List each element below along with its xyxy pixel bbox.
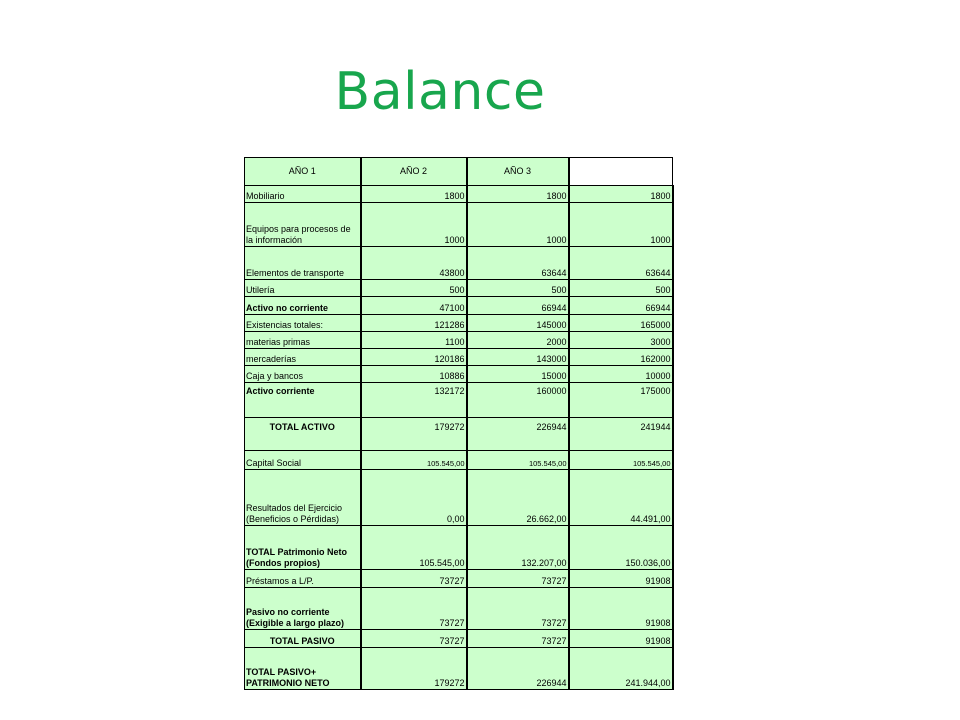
table-row (245, 315, 673, 332)
balance-table (244, 157, 674, 690)
year3-value: 44.491,00 (569, 470, 673, 526)
table-row (245, 247, 673, 280)
table-row (245, 349, 673, 366)
column-header: AÑO 3 (467, 158, 569, 186)
table-row (245, 588, 673, 630)
year1-value: 132172 (361, 383, 467, 418)
year3-value: 105.545,00 (569, 451, 673, 470)
table-row (245, 280, 673, 297)
year3-value: 91908 (569, 570, 673, 588)
column-header: AÑO 1 (245, 158, 361, 186)
year1-value: 10886 (361, 366, 467, 383)
table-row (245, 648, 673, 690)
year3-value: 162000 (569, 349, 673, 366)
year2-value: 1000 (467, 203, 569, 247)
row-label: Mobiliario (245, 186, 361, 203)
table-row (245, 630, 673, 648)
year1-value: 179272 (361, 418, 467, 451)
table-row (245, 570, 673, 588)
year2-value: 73727 (467, 588, 569, 630)
row-label: Elementos de transporte (245, 247, 361, 280)
year3-value: 3000 (569, 332, 673, 349)
year2-value: 26.662,00 (467, 470, 569, 526)
year1-value: 120186 (361, 349, 467, 366)
column-header: AÑO 2 (361, 158, 467, 186)
year1-value: 500 (361, 280, 467, 297)
year2-value: 2000 (467, 332, 569, 349)
year2-value: 500 (467, 280, 569, 297)
year2-value: 160000 (467, 383, 569, 418)
year3-value: 91908 (569, 588, 673, 630)
table-row (245, 203, 673, 247)
table-row (245, 366, 673, 383)
year3-value: 241.944,00 (569, 648, 673, 690)
row-label: TOTAL PASIVO (245, 630, 361, 648)
year3-value: 500 (569, 280, 673, 297)
row-label: Capital Social (245, 451, 361, 470)
year1-value: 73727 (361, 588, 467, 630)
row-label: Préstamos a L/P. (245, 570, 361, 588)
row-label: TOTAL Patrimonio Neto (Fondos propios) (245, 526, 361, 570)
table-row (245, 451, 673, 470)
year2-value: 63644 (467, 247, 569, 280)
row-label: Equipos para procesos de la información (245, 203, 361, 247)
table-row (245, 526, 673, 570)
year2-value: 226944 (467, 648, 569, 690)
year1-value: 43800 (361, 247, 467, 280)
year3-value: 175000 (569, 383, 673, 418)
page-title: Balance (334, 62, 546, 122)
year1-value: 73727 (361, 570, 467, 588)
year1-value: 0,00 (361, 470, 467, 526)
table-row (245, 186, 673, 203)
row-label: Activo no corriente (245, 297, 361, 315)
row-label: Caja y bancos (245, 366, 361, 383)
row-label: Utilería (245, 280, 361, 297)
year1-value: 179272 (361, 648, 467, 690)
year1-value: 73727 (361, 630, 467, 648)
header-row (245, 158, 673, 186)
year3-value: 63644 (569, 247, 673, 280)
year3-value: 150.036,00 (569, 526, 673, 570)
year1-value: 1100 (361, 332, 467, 349)
year1-value: 105.545,00 (361, 526, 467, 570)
year1-value: 47100 (361, 297, 467, 315)
table-row (245, 332, 673, 349)
year2-value: 15000 (467, 366, 569, 383)
row-label: mercaderías (245, 349, 361, 366)
year2-value: 73727 (467, 630, 569, 648)
empty-header-cell (569, 158, 673, 186)
row-label: Activo corriente (245, 383, 361, 418)
table-row (245, 470, 673, 526)
year2-value: 132.207,00 (467, 526, 569, 570)
year1-value: 1800 (361, 186, 467, 203)
year2-value: 145000 (467, 315, 569, 332)
year2-value: 66944 (467, 297, 569, 315)
year3-value: 241944 (569, 418, 673, 451)
year2-value: 226944 (467, 418, 569, 451)
year2-value: 1800 (467, 186, 569, 203)
year3-value: 10000 (569, 366, 673, 383)
row-label: materias primas (245, 332, 361, 349)
year3-value: 66944 (569, 297, 673, 315)
year3-value: 91908 (569, 630, 673, 648)
table-row (245, 418, 673, 451)
table-row (245, 297, 673, 315)
year3-value: 1800 (569, 186, 673, 203)
year3-value: 165000 (569, 315, 673, 332)
year2-value: 73727 (467, 570, 569, 588)
row-label: TOTAL ACTIVO (245, 418, 361, 451)
year2-value: 143000 (467, 349, 569, 366)
row-label: Existencias totales: (245, 315, 361, 332)
row-label: Resultados del Ejercicio (Beneficios o Pérdidas) (245, 470, 361, 526)
year3-value: 1000 (569, 203, 673, 247)
year1-value: 105.545,00 (361, 451, 467, 470)
row-label: Pasivo no corriente (Exigible a largo plazo) (245, 588, 361, 630)
year1-value: 1000 (361, 203, 467, 247)
year1-value: 121286 (361, 315, 467, 332)
year2-value: 105.545,00 (467, 451, 569, 470)
table-row (245, 383, 673, 418)
row-label: TOTAL PASIVO+ PATRIMONIO NETO (245, 648, 361, 690)
